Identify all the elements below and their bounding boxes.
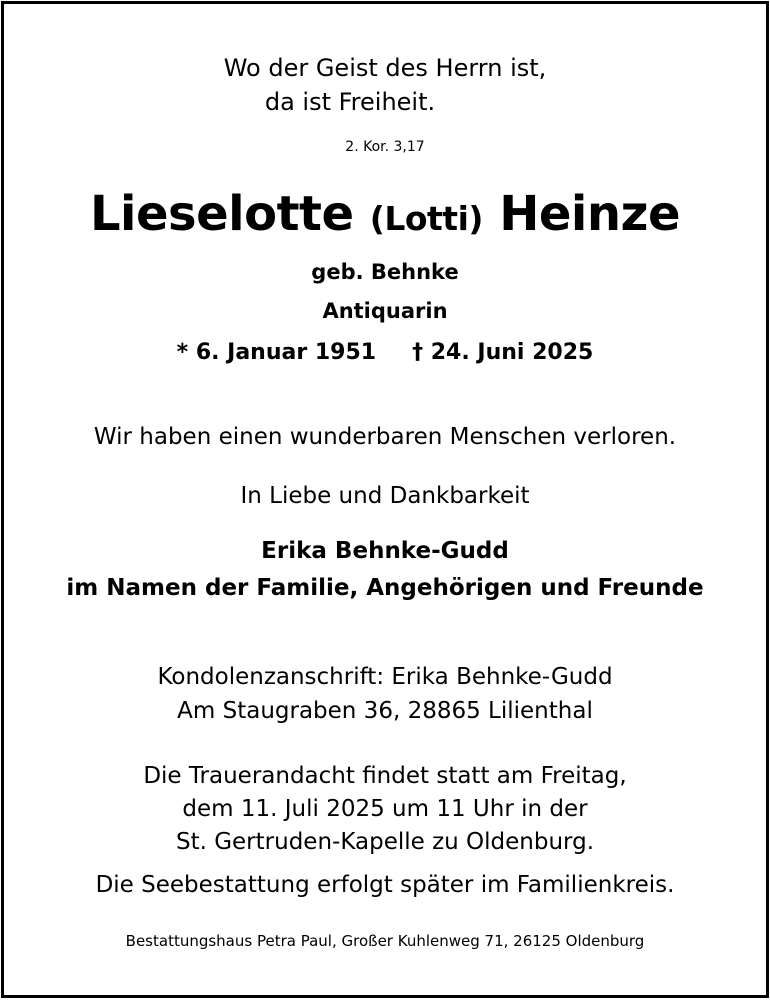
first-name: Lieselotte bbox=[89, 186, 354, 242]
closing-phrase: In Liebe und Dankbarkeit bbox=[240, 483, 530, 509]
last-name: Heinze bbox=[499, 186, 681, 242]
verse-line-1: Wo der Geist des Herrn ist, bbox=[223, 54, 547, 82]
death-date: † 24. Juni 2025 bbox=[412, 340, 594, 365]
nickname: (Lotti) bbox=[369, 199, 483, 238]
maiden-name: geb. Behnke bbox=[311, 260, 459, 284]
signatory-name: Erika Behnke-Gudd bbox=[261, 538, 509, 564]
life-dates bbox=[0, 340, 770, 365]
farewell-message: Wir haben einen wunderbaren Menschen verloren. bbox=[93, 424, 677, 450]
service-line-4: Die Seebestattung erfolgt später im Familienkreis. bbox=[95, 872, 675, 898]
funeral-home: Bestattungshaus Petra Paul, Großer Kuhlenweg 71, 26125 Oldenburg bbox=[125, 932, 645, 950]
service-line-1: Die Trauerandacht findet statt am Freitag, bbox=[143, 763, 627, 789]
deceased-name bbox=[0, 186, 770, 242]
verse-reference: 2. Kor. 3,17 bbox=[345, 139, 425, 155]
service-line-3: St. Gertruden-Kapelle zu Oldenburg. bbox=[175, 829, 595, 855]
service-line-2: dem 11. Juli 2025 um 11 Uhr in der bbox=[182, 796, 588, 822]
condolence-line-1: Kondolenzanschrift: Erika Behnke-Gudd bbox=[157, 664, 613, 690]
birth-date: * 6. Januar 1951 bbox=[176, 340, 377, 365]
signatory-on-behalf: im Namen der Familie, Angehörigen und Freunde bbox=[66, 575, 704, 601]
condolence-line-2: Am Staugraben 36, 28865 Lilienthal bbox=[177, 698, 593, 724]
verse-line-2: da ist Freiheit. bbox=[264, 88, 436, 116]
profession: Antiquarin bbox=[322, 299, 448, 323]
